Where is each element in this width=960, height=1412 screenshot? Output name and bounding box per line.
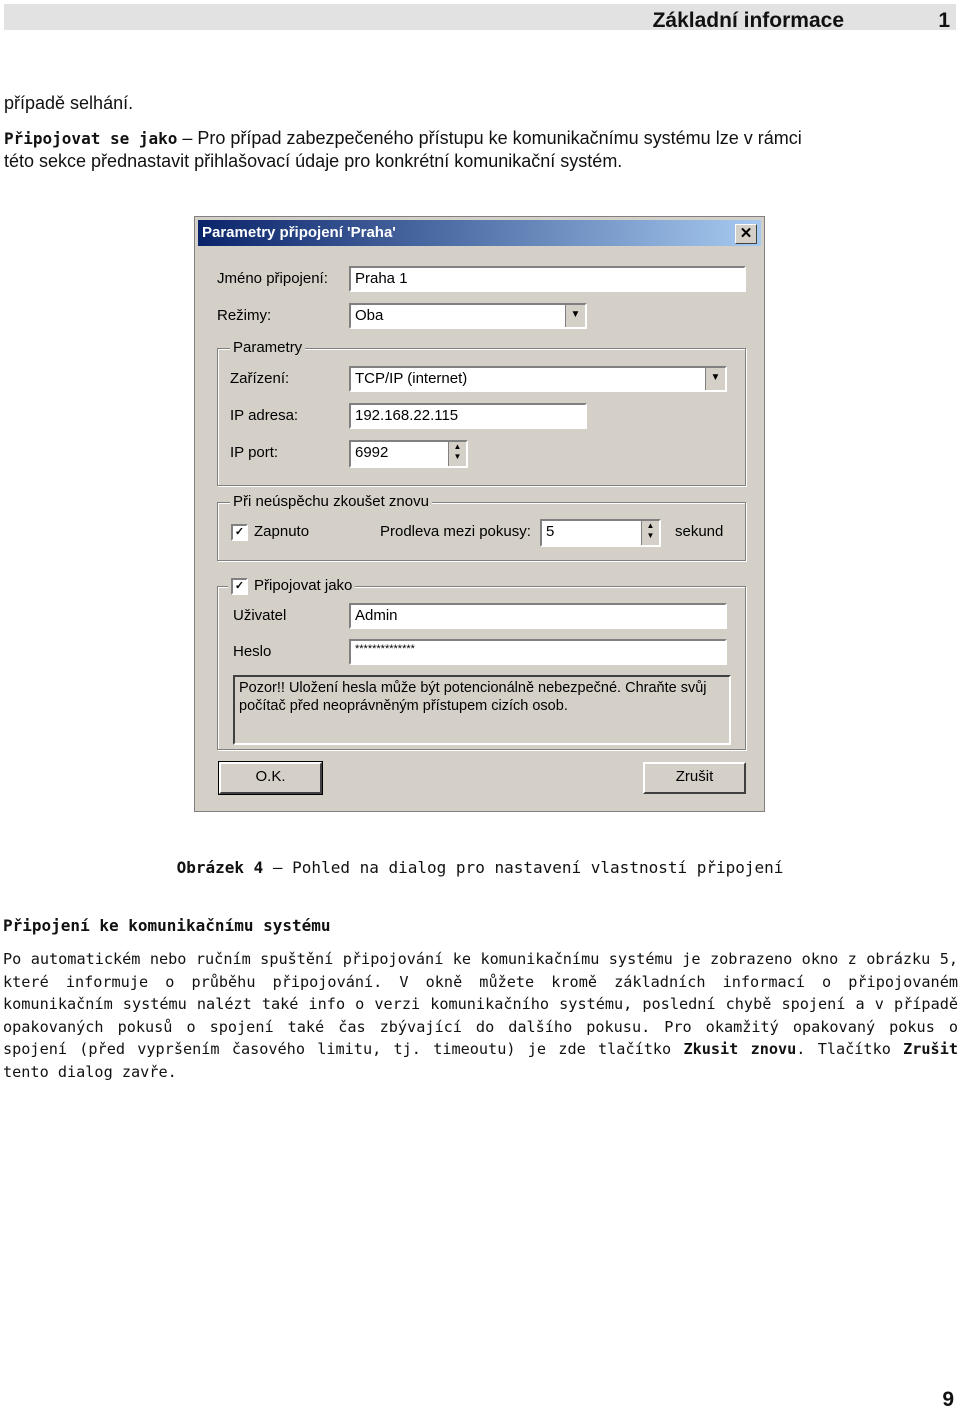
body-part1: Po automatickém nebo ručním spuštění připojování ke komunikačnímu systému je zobrazeno okno z obrázku 5, které informuje o průběhu připojování. V okně můžete kromě základních informací o připojovaném komunikačním systému nalézt také info o verzi komunikačního systému, poslední chybě spojení a v případě opakovaných pokusů o spojení také čas zbývající do dalšího pokusu. Pro okamžitý opakovaný pokus o spojení (před vypršením časového limitu, tj. timeoutu) je zde tlačítko	[3, 950, 958, 1059]
chapter-number: 1	[938, 9, 950, 32]
user-field[interactable]: Admin	[349, 603, 727, 629]
device-label: Zařízení:	[230, 370, 290, 387]
delay-stepper[interactable]	[540, 519, 661, 547]
port-value: 6992	[355, 444, 389, 461]
delay-unit: sekund	[675, 523, 724, 540]
intro-paragraph	[4, 127, 802, 150]
body-part2: . Tlačítko	[796, 1040, 904, 1059]
password-label: Heslo	[233, 643, 272, 660]
figure-caption	[0, 858, 960, 877]
intro-line: případě selhání.	[4, 93, 134, 113]
retry-group-label: Při neúspěchu zkoušet znovu	[230, 493, 432, 510]
body-bold1: Zkusit znovu	[683, 1040, 797, 1059]
connection-dialog	[194, 216, 765, 812]
caption-label: Obrázek 4	[176, 858, 264, 877]
intro-desc-line1: Pro případ zabezpečeného přístupu ke komunikačnímu systému lze v rámci	[197, 128, 802, 148]
close-icon[interactable]: ✕	[735, 224, 757, 244]
header-title: Základní informace	[652, 9, 844, 32]
dialog-titlebar[interactable]	[198, 220, 761, 246]
user-label: Uživatel	[233, 607, 287, 624]
port-stepper[interactable]	[349, 440, 468, 468]
page-number: 9	[942, 1388, 954, 1411]
delay-label: Prodleva mezi pokusy:	[380, 523, 531, 540]
body-paragraph	[3, 948, 958, 1084]
caption-text: – Pohled na dialog pro nastavení vlastností připojení	[263, 858, 784, 877]
delay-value: 5	[546, 523, 555, 540]
section-title: Připojení ke komunikačnímu systému	[3, 916, 331, 935]
warning-text: Pozor!! Uložení hesla může být potencionálně nebezpečné. Chraňte svůj počítač před neoprávněným přístupem cizích osob.	[233, 675, 731, 745]
ip-label: IP adresa:	[230, 407, 299, 424]
login-group-label: Připojovat jako	[254, 577, 353, 594]
header-bar	[4, 4, 956, 30]
spin-arrows-icon[interactable]: ▲ ▼	[448, 442, 466, 466]
login-group-checkbox[interactable]	[228, 577, 355, 595]
name-field[interactable]: Praha 1	[349, 266, 746, 292]
mode-label: Režimy:	[217, 307, 272, 324]
cancel-button[interactable]: Zrušit	[643, 762, 746, 794]
body-part3: tento dialog zavře.	[3, 1062, 177, 1081]
mode-select[interactable]	[349, 303, 587, 329]
ip-field[interactable]: 192.168.22.115	[349, 403, 587, 429]
device-value: TCP/IP (internet)	[355, 370, 468, 387]
check-icon[interactable]: ✓	[231, 524, 248, 541]
port-label: IP port:	[230, 444, 279, 461]
intro-dash: –	[177, 128, 198, 148]
chevron-down-icon[interactable]: ▼	[565, 305, 585, 327]
password-field[interactable]: **************	[349, 639, 727, 665]
dialog-title: Parametry připojení 'Praha'	[202, 224, 396, 241]
chevron-down-icon[interactable]: ▼	[705, 368, 725, 390]
name-label: Jméno připojení:	[217, 270, 328, 287]
retry-enabled-checkbox[interactable]	[231, 523, 309, 541]
intro-desc-line2: této sekce přednastavit přihlašovací údaje pro konkrétní komunikační systém.	[4, 151, 623, 171]
retry-enabled-label: Zapnuto	[254, 523, 310, 540]
check-icon[interactable]: ✓	[231, 578, 248, 595]
intro-term: Připojovat se jako	[4, 129, 178, 148]
params-group-label: Parametry	[230, 339, 305, 356]
device-select[interactable]	[349, 366, 727, 392]
body-bold2: Zrušit	[903, 1040, 958, 1059]
ok-button[interactable]: O.K.	[219, 762, 322, 794]
spin-arrows-icon[interactable]: ▲ ▼	[641, 521, 659, 545]
mode-value: Oba	[355, 307, 384, 324]
